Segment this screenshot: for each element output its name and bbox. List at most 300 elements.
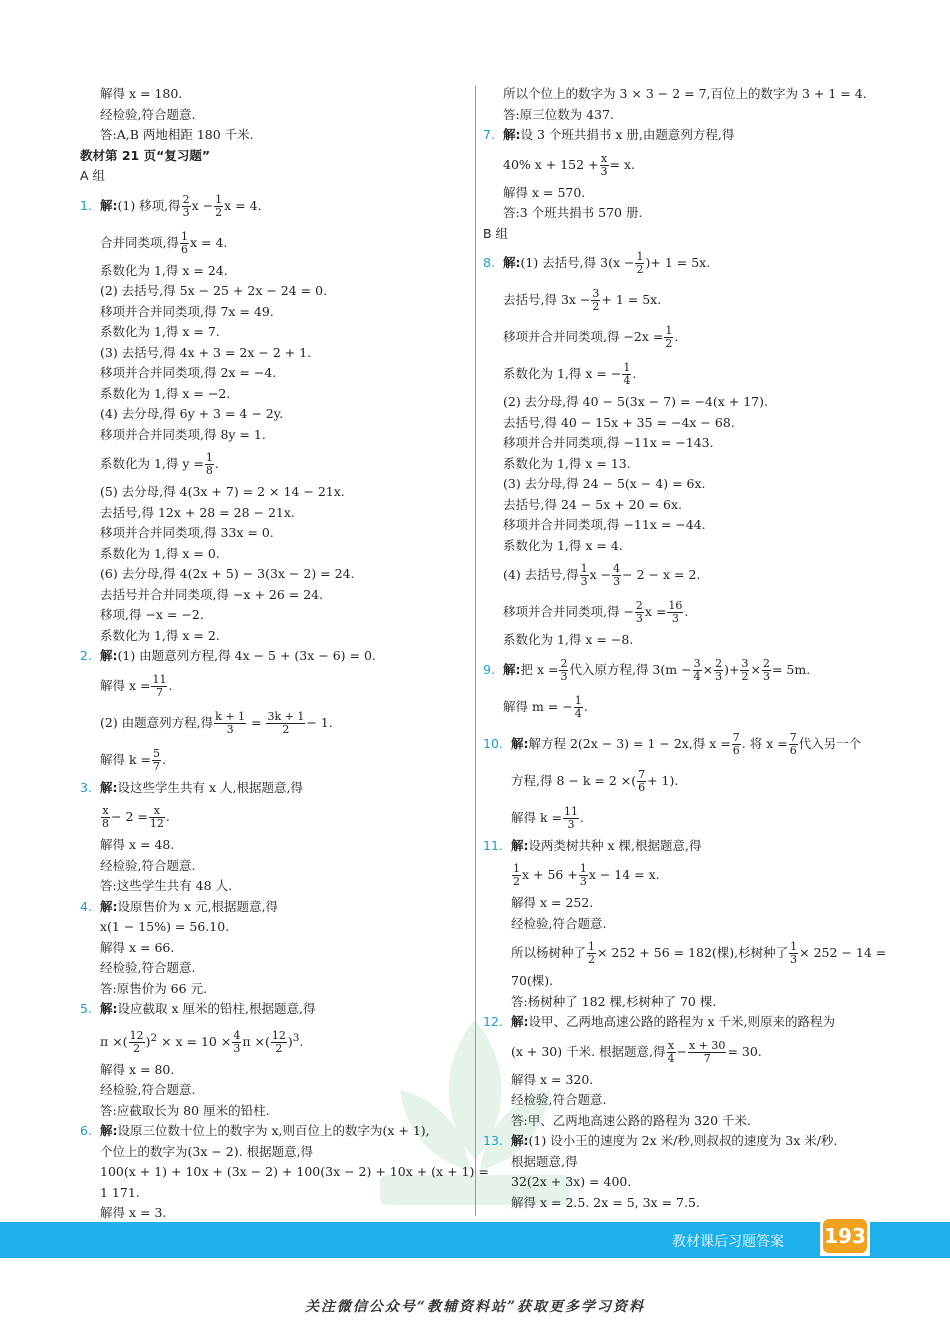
fraction	[714, 658, 723, 683]
text-line: 移项并合并同类项,得 −11x = −143.	[503, 435, 714, 450]
fraction	[667, 1040, 676, 1065]
text-line: 系数化为 1,得 x = − $\frac{1}{4}$ .	[503, 361, 637, 387]
problem-number: 8.	[483, 255, 495, 270]
problem-number: 3.	[80, 779, 92, 795]
text-line: 移项,得 −x = −2.	[100, 607, 204, 622]
denominator: 3	[635, 612, 643, 625]
text-line: 移项并合并同类项,得 33x = 0.	[100, 525, 274, 540]
numerator: 7	[732, 730, 740, 744]
denominator: 3	[233, 1041, 241, 1055]
fraction	[612, 563, 621, 588]
exponent: 3	[292, 1031, 300, 1044]
denominator: 6	[732, 743, 740, 757]
denominator: 4	[693, 669, 701, 683]
left-column	[80, 84, 489, 1224]
text-line: 移项并合并同类项,得 −11x = −44.	[503, 517, 706, 532]
text-line: 系数化为 1,得 x = −2.	[100, 385, 231, 401]
text: (1) 去括号,得 3	[520, 255, 609, 270]
denominator: 2	[215, 205, 223, 219]
text-line: (3) 去括号,得 4x + 3 = 2x − 2 + 1.	[100, 344, 312, 360]
fraction	[579, 863, 588, 888]
text: (4) 去括号,得	[503, 567, 579, 582]
text-line	[80, 224, 468, 261]
fraction	[693, 658, 702, 683]
text: 40% x + 152 +	[503, 156, 599, 172]
text: − 1.	[306, 714, 333, 730]
numerator: 1	[636, 250, 644, 263]
denominator: 3	[790, 953, 798, 966]
footer-bar-label: 教材课后习题答案	[672, 1234, 784, 1250]
denominator: 3	[579, 875, 587, 888]
text: 设原售价为 x 元,根据题意,得	[117, 898, 278, 914]
fraction	[732, 732, 741, 757]
text: = 5m.	[771, 661, 811, 677]
text-line: 根据题意,得	[511, 1153, 578, 1169]
text: (1) 移项,得	[117, 197, 181, 213]
text-line: 系数化为 1,得 x = 4.	[503, 537, 623, 553]
fraction	[762, 658, 771, 683]
text-line: 解得 x = 48.	[100, 837, 175, 852]
text-line: 100(x + 1) + 10x + (3x − 2) + 100(3x − 2) + 10x + (x + 1) =	[100, 1164, 489, 1180]
group-heading: B 组	[483, 225, 509, 241]
fraction	[271, 1030, 287, 1055]
numerator: 2	[715, 656, 723, 670]
numerator: 11	[564, 804, 578, 818]
denominator: 3	[580, 575, 588, 588]
numerator: 2	[762, 656, 770, 670]
numerator: 2	[560, 656, 568, 670]
problem-number: 2.	[80, 648, 92, 663]
text-line: 系数化为 1,得 x = 13.	[503, 455, 631, 471]
promo-note: 关注微信公众号“教辅资料站”获取更多学习资料	[304, 1299, 646, 1315]
problem-12	[483, 1012, 875, 1033]
numerator: 1	[579, 862, 587, 875]
page-number: 193	[823, 1219, 867, 1253]
denominator: 3	[600, 164, 608, 178]
text-line: 解得 x = 180.	[100, 86, 183, 101]
fraction	[214, 194, 223, 219]
fraction	[740, 658, 749, 683]
text-line: 移项并合并同类项,得 −2x = $\frac{1}{2}$ .	[503, 324, 679, 350]
text-line: 所以个位上的数字为 3 × 3 − 2 = 7,百位上的数字为 3 + 1 = 4.	[503, 86, 867, 101]
numerator: 2	[182, 192, 190, 206]
text: 移项并合并同类项,得 −2x =	[503, 329, 664, 344]
denominator: 6	[638, 780, 646, 794]
text-line: 解得 x = 320.	[511, 1071, 594, 1087]
fraction	[622, 362, 631, 387]
problem-number: 11.	[483, 837, 503, 853]
problem-number: 5.	[80, 1001, 92, 1016]
text: ×	[750, 661, 761, 677]
numerator: 5	[153, 746, 160, 760]
text-line: (2) 去分母,得 40 − 5(3x − 7) = −4(x + 17).	[503, 394, 768, 409]
right-column	[483, 84, 887, 1213]
text-line: 系数化为 1,得 x = 0.	[100, 545, 220, 561]
problem-1	[80, 187, 468, 224]
text-line: 1 171.	[100, 1184, 140, 1200]
numerator: x	[149, 805, 165, 818]
fraction	[180, 231, 189, 256]
text: x −	[589, 567, 612, 582]
numerator: 1	[180, 229, 188, 243]
fraction	[151, 674, 167, 699]
numerator: 1	[623, 361, 631, 374]
numerator: 4	[613, 562, 621, 575]
numerator: 16	[668, 599, 683, 612]
text-line: (5) 去分母,得 4(3x + 7) = 2 × 14 − 21x.	[100, 484, 345, 499]
text-line: 解得 x = $\frac{11}{7}$ .	[100, 672, 173, 699]
text-line: 解得 x = 66.	[100, 939, 175, 955]
denominator: 4	[623, 374, 631, 387]
problem-number: 1.	[80, 197, 92, 213]
fraction	[182, 194, 191, 219]
denominator: 3	[182, 205, 190, 219]
problem-3	[80, 778, 468, 799]
text: + 1 = 5x.	[650, 255, 711, 270]
text-line: 答:原三位数为 437.	[503, 106, 615, 122]
problem-number: 9.	[483, 661, 495, 677]
text-line: 移项并合并同类项,得 8y = 1.	[100, 426, 266, 442]
solution-label: 解:	[511, 1014, 529, 1029]
text: 设这些学生共有 x 人,根据题意,得	[117, 779, 303, 795]
text-line: (2) 去括号,得 5x − 25 + 2x − 24 = 0.	[100, 283, 328, 298]
problem-4	[80, 897, 468, 918]
text: π ×	[100, 1033, 123, 1049]
solution-label: 解:	[100, 197, 118, 213]
text: + 1	[647, 772, 670, 788]
text-line: 去括号,得 24 − 5x + 20 = 6x.	[503, 496, 682, 512]
text: (x + 30) 千米. 根据题意,得	[511, 1043, 666, 1059]
fraction	[591, 288, 600, 313]
text-line	[483, 856, 875, 893]
text-line: 解得 x = 80.	[100, 1061, 175, 1077]
denominator: 2	[588, 953, 596, 966]
problem-6	[80, 1121, 468, 1142]
numerator: k + 1	[215, 709, 246, 723]
problem-8: 8. 解:(1) 去括号,得 3(x − $\frac{1}{2}$ )+ 1 = 5x.	[483, 244, 875, 281]
text-line: 系数化为 1,得 x = 7.	[100, 324, 220, 339]
denominator: 12	[149, 817, 164, 830]
denominator: 2	[636, 263, 644, 276]
text: m −	[665, 661, 692, 677]
numerator: x	[600, 151, 608, 165]
problem-number: 10.	[483, 735, 503, 751]
numerator: 4	[233, 1028, 241, 1042]
denominator: 8	[205, 464, 213, 477]
text: x −	[612, 255, 635, 270]
denominator: 6	[789, 743, 797, 757]
problem-5	[80, 999, 468, 1020]
solution-label: 解:	[503, 127, 521, 142]
text-line	[483, 146, 875, 183]
denominator: 2	[741, 669, 749, 683]
denominator: 3	[762, 669, 770, 683]
fraction	[152, 748, 161, 773]
text-line: 解得 x = 2.5. 2x = 5, 3x = 7.5.	[511, 1194, 700, 1210]
text: × x = 10 ×	[161, 1033, 232, 1049]
text: . 将 x =	[741, 735, 788, 751]
text-line: 系数化为 1,得 x = −8.	[503, 632, 634, 647]
numerator: 1	[574, 693, 582, 707]
fraction	[512, 863, 521, 888]
text: 方程,得 8 − k = 2 ×	[511, 772, 632, 788]
numerator: 1	[215, 192, 223, 206]
solution-label: 解:	[511, 1133, 529, 1148]
numerator: 3	[741, 656, 749, 670]
text: − 2 =	[111, 809, 148, 824]
text: + 1 = 5x.	[601, 292, 662, 307]
numerator: 12	[271, 1028, 286, 1042]
text: ×	[702, 661, 714, 677]
denominator: 3	[560, 669, 568, 683]
numerator: 3k + 1	[267, 709, 305, 723]
fraction	[232, 1030, 241, 1055]
numerator: 7	[638, 767, 646, 781]
text-line: 答:原售价为 66 元.	[100, 980, 208, 996]
denominator: 7	[153, 759, 160, 773]
text: 代入另一个	[798, 735, 862, 751]
solution-label: 解:	[100, 1001, 118, 1016]
fraction	[667, 600, 683, 625]
text: (1) 由题意列方程,得 4x − 5 + (3x − 6) = 0.	[117, 648, 376, 663]
fraction	[101, 805, 110, 830]
text-line: 答:甲、乙两地高速公路的路程为 320 千米.	[511, 1112, 751, 1128]
text-line: 解得 x = 570.	[503, 184, 586, 200]
solution-label: 解:	[503, 661, 521, 677]
numerator: 1	[205, 451, 213, 464]
text: 系数化为 1,得 y =	[100, 456, 204, 471]
fraction	[205, 452, 214, 477]
fraction	[635, 600, 644, 625]
fraction	[559, 658, 568, 683]
numerator: 1	[513, 862, 520, 875]
text-line	[483, 934, 887, 971]
numerator: 1	[580, 562, 588, 575]
text-line: 答:这些学生共有 48 人.	[100, 878, 233, 893]
numerator: 2	[635, 599, 643, 612]
numerator: 7	[789, 730, 797, 744]
text-line: 经检验,符合题意.	[100, 1082, 196, 1098]
text: 解得 k =	[511, 809, 562, 825]
fraction	[600, 153, 609, 178]
section-heading: 教材第 21 页“复习题”	[80, 147, 211, 163]
text-line	[483, 556, 875, 593]
text-line: 方程,得 8 − k = 2 ×( $\frac{7}{6}$ + 1).	[511, 767, 679, 794]
text: −	[676, 1043, 688, 1059]
text-line: (6) 去分母,得 4(2x + 5) − 3(3x − 2) = 24.	[100, 566, 355, 581]
text: x = 4.	[224, 197, 262, 213]
group-heading: A 组	[80, 168, 106, 183]
text: 解得 k =	[100, 751, 151, 767]
numerator: 1	[790, 940, 798, 953]
denominator: 4	[574, 706, 582, 720]
denominator: 6	[180, 242, 188, 256]
text: 合并同类项,得	[100, 234, 179, 250]
text: 解得 m = −	[503, 698, 573, 714]
text: 系数化为 1,得 x = −	[503, 366, 622, 381]
text: 解得 x =	[100, 677, 151, 693]
numerator: 1	[588, 940, 596, 953]
text: 移项并合并同类项,得 −	[503, 604, 634, 619]
exponent: 2	[150, 1031, 158, 1044]
fraction	[789, 732, 798, 757]
text: 解方程 2(2x − 3) = 1 − 2x,得 x =	[528, 735, 731, 751]
text-line: 解得 x = 3.	[100, 1205, 167, 1221]
text-line: 系数化为 1,得 x = 2.	[100, 627, 220, 643]
fraction	[664, 325, 673, 350]
text: 设应截取 x 厘米的铅柱,根据题意,得	[117, 1001, 316, 1016]
numerator: 11	[152, 672, 167, 686]
text: − 2 − x = 2.	[622, 567, 701, 582]
column-divider	[475, 86, 476, 1216]
fraction	[129, 1030, 145, 1055]
problem-number: 6.	[80, 1123, 92, 1139]
denominator: 7	[155, 685, 163, 699]
text-line: 解得 x = 252.	[511, 895, 594, 910]
text: = 30.	[727, 1043, 762, 1059]
text-line: 经检验,符合题意.	[511, 915, 607, 931]
text: (2) 由题意列方程,得	[100, 714, 214, 730]
fraction	[580, 563, 589, 588]
problem-9: 9. 解:把 x = $\frac{2}{3}$ 代入原方程,得 3(m − $\frac{3}{4}$ × $\frac{2}{3}$ )+ $\frac{3}{2}$ × $\frac{2}{3}$ = 5m.	[483, 651, 875, 688]
text-line: (2) 由题意列方程,得 $\frac{k + 1}{3}$ = $\frac{3k + 1}{2}$ − 1.	[100, 709, 333, 736]
solution-label: 解:	[511, 837, 529, 853]
text-line: 去括号,得 12x + 28 = 28 − 21x.	[100, 504, 295, 520]
problem-number: 12.	[483, 1014, 503, 1029]
text: +	[728, 661, 740, 677]
text-line: 32(2x + 3x) = 400.	[511, 1174, 632, 1189]
denominator: 2	[592, 300, 600, 313]
text-line: 解得 k = $\frac{5}{7}$ .	[100, 746, 166, 773]
text-line: 答:应截取长为 80 厘米的铅柱.	[100, 1102, 270, 1118]
text: 设两类树共种 x 棵,根据题意,得	[528, 837, 702, 853]
text: 所以杨树种了	[511, 945, 587, 960]
denominator: 3	[226, 722, 234, 736]
text: 设甲、乙两地高速公路的路程为 x 千米,则原来的路程为	[528, 1014, 835, 1029]
denominator: 3	[715, 669, 723, 683]
text-line: (4) 去分母,得 6y + 3 = 4 − 2y.	[100, 406, 284, 421]
text-line: 去括号并合并同类项,得 −x + 26 = 24.	[100, 586, 324, 602]
numerator: x	[667, 1038, 675, 1052]
denominator: 8	[102, 817, 109, 830]
fraction	[574, 695, 583, 720]
text: 把 x =	[520, 661, 559, 677]
text: (1) 设小王的速度为 2x 米/秒,则叔叔的速度为 3x 米/秒.	[528, 1133, 838, 1148]
denominator: 3	[613, 575, 621, 588]
fraction	[688, 1040, 726, 1065]
problem-7	[483, 125, 875, 146]
numerator: 3	[592, 287, 600, 300]
denominator: 2	[282, 722, 290, 736]
numerator: x	[102, 804, 109, 817]
text-line: 经检验,符合题意.	[511, 1092, 607, 1107]
solution-label: 解:	[511, 735, 529, 751]
text-line: (3) 去分母,得 24 − 5(x − 4) = 6x.	[503, 476, 706, 491]
text-line: 移项并合并同类项,得 2x = −4.	[100, 365, 277, 380]
text-line: $\frac{x}{8}$ − 2 = $\frac{x}{12}$ .	[102, 804, 170, 830]
denominator: 3	[567, 817, 575, 831]
text-line: 移项并合并同类项,得 7x = 49.	[100, 303, 274, 319]
fraction	[149, 805, 165, 830]
problem-11	[483, 836, 875, 857]
denominator: 2	[665, 337, 673, 350]
numerator: 3	[693, 656, 701, 670]
text-line: 解得 m = − $\frac{1}{4}$ .	[503, 693, 588, 720]
text-line	[483, 1033, 875, 1070]
problem-10	[483, 725, 875, 762]
problem-13	[483, 1131, 875, 1152]
denominator: 2	[275, 1041, 283, 1055]
text: = x.	[609, 156, 636, 172]
problem-number: 7.	[483, 127, 495, 142]
text: x −	[191, 197, 214, 213]
text-line: 移项并合并同类项,得 − $\frac{2}{3}$ x = $\frac{16}{3}$ .	[503, 599, 689, 625]
text-line: 经检验,符合题意.	[100, 106, 196, 122]
text-line: 答:杨树种了 182 棵,杉树种了 70 棵.	[511, 993, 717, 1009]
text-line: 系数化为 1,得 y = $\frac{1}{8}$ .	[100, 451, 219, 477]
text: × 252 + 56 = 182(棵),杉树种了	[597, 945, 789, 960]
text: π ×	[242, 1033, 266, 1049]
text-line: 系数化为 1,得 x = 24.	[100, 262, 228, 278]
text-line	[483, 281, 875, 318]
text: × 252 − 14 =	[799, 945, 887, 960]
text: 设 3 个班共捐书 x 册,由题意列方程,得	[520, 127, 735, 142]
denominator: 2	[133, 1041, 141, 1055]
solution-label: 解:	[100, 648, 118, 663]
fraction	[789, 941, 798, 966]
problem-2	[80, 646, 468, 667]
text: 设原三位数十位上的数字为 x,则百位上的数字为(x + 1),	[117, 1123, 430, 1139]
text: x = 4.	[189, 234, 228, 250]
footer-bar	[0, 1222, 950, 1258]
text: 代入原方程,得 3	[569, 661, 661, 677]
text-line: 经检验,符合题意.	[100, 857, 196, 873]
text: x =	[644, 604, 667, 619]
text: x + 56 +	[522, 867, 578, 882]
fraction	[266, 711, 305, 736]
text-line: π ×( $\frac{12}{2}$ )$^2$ × x = 10 × $\frac{4}{3}$ π ×( $\frac{12}{2}$ )$^3$.	[100, 1028, 304, 1055]
solution-label: 解:	[100, 1123, 118, 1139]
fraction	[637, 769, 646, 794]
denominator: 4	[667, 1051, 675, 1065]
fraction	[635, 251, 644, 276]
denominator: 2	[513, 875, 520, 888]
denominator: 3	[671, 612, 679, 625]
text: 去括号,得 3x −	[503, 292, 591, 307]
numerator: x + 30	[689, 1038, 726, 1052]
text-line: 经检验,符合题意.	[100, 960, 196, 975]
fraction	[563, 806, 579, 831]
fraction	[214, 711, 246, 736]
solution-label: 解:	[100, 898, 118, 914]
numerator: 12	[129, 1028, 144, 1042]
text-line: 解得 k = $\frac{11}{3}$ .	[511, 804, 584, 831]
problem-number: 4.	[80, 898, 92, 914]
text-line: 答:A,B 两地相距 180 千米.	[100, 127, 254, 142]
text-line: 70(棵).	[511, 973, 554, 988]
text-line: 去括号,得 40 − 15x + 35 = −4x − 68.	[503, 414, 735, 430]
problem-number: 13.	[483, 1133, 503, 1148]
solution-label: 解:	[503, 255, 521, 270]
fraction	[587, 941, 596, 966]
text: x − 14 = x.	[588, 867, 660, 882]
solution-label: 解:	[100, 779, 118, 795]
text-line: 个位上的数字为(3x − 2). 根据题意,得	[100, 1143, 314, 1159]
denominator: 7	[703, 1051, 711, 1065]
text-line: x(1 − 15%) = 56.10.	[100, 919, 230, 934]
numerator: 1	[665, 324, 673, 337]
text-line: 答:3 个班共捐书 570 册.	[503, 205, 643, 220]
